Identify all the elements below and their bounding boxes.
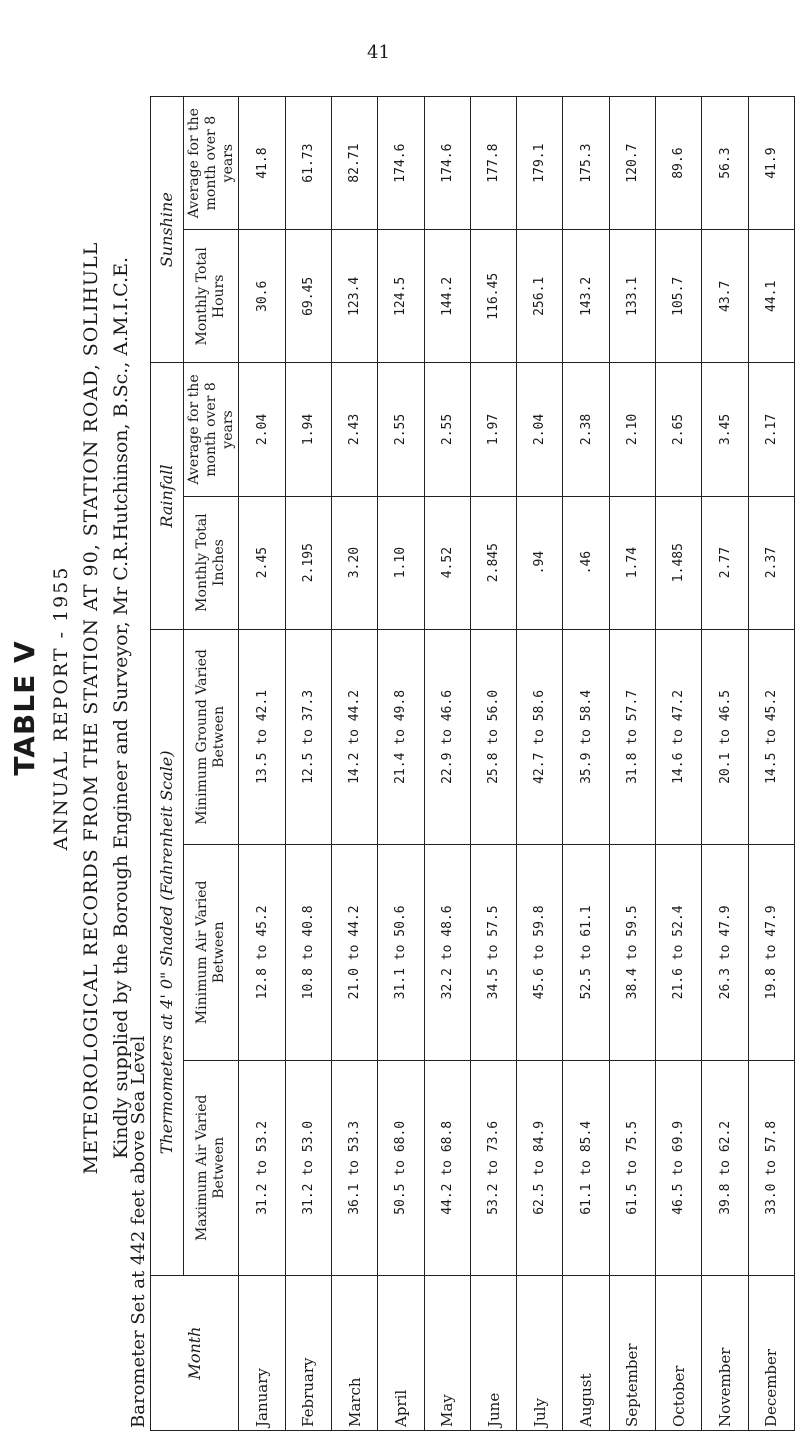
report-subtitle: METEOROLOGICAL RECORDS FROM THE STATION AT 90, STATION ROAD, SOLIHULL [80, 241, 102, 1175]
month-cell: September [609, 1276, 655, 1431]
table-row [563, 97, 609, 1431]
min-air-cell: 19.8 to 47.9 [748, 845, 794, 1060]
sun-monthly-cell: 256.1 [517, 230, 563, 363]
sun-monthly-header: Monthly Total Hours [184, 230, 239, 363]
month-cell: August [563, 1276, 609, 1431]
sunshine-header: Sunshine [151, 97, 184, 363]
sun-monthly-cell: 44.1 [748, 230, 794, 363]
rain-monthly-cell: 2.845 [470, 496, 516, 629]
rain-average-cell: 3.45 [702, 363, 748, 496]
month-cell: July [517, 1276, 563, 1431]
rain-monthly-cell: 2.45 [239, 496, 285, 629]
month-cell: June [470, 1276, 516, 1431]
table-row [656, 97, 702, 1431]
page-number: 41 [367, 42, 390, 64]
max-air-cell: 36.1 to 53.3 [331, 1060, 377, 1275]
min-ground-cell: 20.1 to 46.5 [702, 629, 748, 844]
min-air-header: Minimum Air Varied Between [184, 845, 239, 1060]
min-ground-cell: 22.9 to 46.6 [424, 629, 470, 844]
min-air-cell: 34.5 to 57.5 [470, 845, 516, 1060]
sun-average-cell: 174.6 [378, 97, 424, 230]
sun-monthly-cell: 30.6 [239, 230, 285, 363]
sun-average-cell: 61.73 [285, 97, 331, 230]
min-air-cell: 38.4 to 59.5 [609, 845, 655, 1060]
sun-average-cell: 177.8 [470, 97, 516, 230]
month-cell: November [702, 1276, 748, 1431]
min-air-cell: 45.6 to 59.8 [517, 845, 563, 1060]
table-row [517, 97, 563, 1431]
max-air-header: Maximum Air Varied Between [184, 1060, 239, 1275]
table-row [609, 97, 655, 1431]
max-air-cell: 39.8 to 62.2 [702, 1060, 748, 1275]
rain-monthly-cell: 2.77 [702, 496, 748, 629]
sun-average-cell: 174.6 [424, 97, 470, 230]
table-row [285, 97, 331, 1431]
rain-average-cell: 2.65 [656, 363, 702, 496]
rain-average-cell: 2.55 [424, 363, 470, 496]
min-ground-cell: 21.4 to 49.8 [378, 629, 424, 844]
rainfall-header: Rainfall [151, 363, 184, 629]
month-cell: December [748, 1276, 794, 1431]
sun-monthly-cell: 123.4 [331, 230, 377, 363]
rain-average-cell: 2.43 [331, 363, 377, 496]
max-air-cell: 62.5 to 84.9 [517, 1060, 563, 1275]
sun-average-header: Average for the month over 8 years [184, 97, 239, 230]
sun-monthly-cell: 43.7 [702, 230, 748, 363]
column-header-row [184, 97, 239, 1431]
rain-monthly-cell: .94 [517, 496, 563, 629]
month-cell: May [424, 1276, 470, 1431]
month-header: Month [151, 1276, 239, 1431]
table-row [331, 97, 377, 1431]
month-cell: October [656, 1276, 702, 1431]
min-ground-cell: 42.7 to 58.6 [517, 629, 563, 844]
sun-monthly-cell: 144.2 [424, 230, 470, 363]
table-row [424, 97, 470, 1431]
table-row [470, 97, 516, 1431]
sun-monthly-cell: 124.5 [378, 230, 424, 363]
month-cell: March [331, 1276, 377, 1431]
rain-monthly-cell: 2.195 [285, 496, 331, 629]
sun-monthly-cell: 69.45 [285, 230, 331, 363]
max-air-cell: 61.1 to 85.4 [563, 1060, 609, 1275]
rain-monthly-cell: 1.74 [609, 496, 655, 629]
month-cell: February [285, 1276, 331, 1431]
sun-average-cell: 41.9 [748, 97, 794, 230]
min-air-cell: 26.3 to 47.9 [702, 845, 748, 1060]
min-air-cell: 52.5 to 61.1 [563, 845, 609, 1060]
rain-average-cell: 2.10 [609, 363, 655, 496]
max-air-cell: 61.5 to 75.5 [609, 1060, 655, 1275]
rain-average-header: Average for the month over 8 years [184, 363, 239, 496]
sun-average-cell: 82.71 [331, 97, 377, 230]
min-ground-cell: 14.2 to 44.2 [331, 629, 377, 844]
min-ground-cell: 35.9 to 58.4 [563, 629, 609, 844]
rain-monthly-header: Monthly Total Inches [184, 496, 239, 629]
table-row [748, 97, 794, 1431]
table-label: TABLE V [8, 640, 41, 776]
month-cell: April [378, 1276, 424, 1431]
min-air-cell: 21.0 to 44.2 [331, 845, 377, 1060]
rain-average-cell: 1.94 [285, 363, 331, 496]
rain-monthly-cell: 3.20 [331, 496, 377, 629]
min-air-cell: 12.8 to 45.2 [239, 845, 285, 1060]
table-row [378, 97, 424, 1431]
sun-average-cell: 56.3 [702, 97, 748, 230]
barometer-note: Barometer Set at 442 feet above Sea Level [128, 1035, 149, 1428]
rain-average-cell: 1.97 [470, 363, 516, 496]
sun-average-cell: 179.1 [517, 97, 563, 230]
rain-monthly-cell: 1.485 [656, 496, 702, 629]
table-row [239, 97, 285, 1431]
sun-average-cell: 175.3 [563, 97, 609, 230]
rain-average-cell: 2.04 [517, 363, 563, 496]
min-ground-cell: 14.5 to 45.2 [748, 629, 794, 844]
rain-monthly-cell: 2.37 [748, 496, 794, 629]
sun-monthly-cell: 143.2 [563, 230, 609, 363]
min-ground-cell: 13.5 to 42.1 [239, 629, 285, 844]
sun-monthly-cell: 133.1 [609, 230, 655, 363]
max-air-cell: 46.5 to 69.9 [656, 1060, 702, 1275]
table-row [702, 97, 748, 1431]
max-air-cell: 31.2 to 53.0 [285, 1060, 331, 1275]
meteorological-table [150, 96, 795, 1431]
min-air-cell: 32.2 to 48.6 [424, 845, 470, 1060]
thermometers-header: Thermometers at 4' 0" Shaded (Fahrenheit Scale) [151, 629, 184, 1275]
rain-monthly-cell: .46 [563, 496, 609, 629]
rain-monthly-cell: 1.10 [378, 496, 424, 629]
max-air-cell: 31.2 to 53.2 [239, 1060, 285, 1275]
month-cell: January [239, 1276, 285, 1431]
rain-average-cell: 2.38 [563, 363, 609, 496]
max-air-cell: 53.2 to 73.6 [470, 1060, 516, 1275]
min-ground-header: Minimum Ground Varied Between [184, 629, 239, 844]
max-air-cell: 50.5 to 68.0 [378, 1060, 424, 1275]
min-ground-cell: 12.5 to 37.3 [285, 629, 331, 844]
sun-average-cell: 41.8 [239, 97, 285, 230]
min-ground-cell: 31.8 to 57.7 [609, 629, 655, 844]
report-credit: Kindly supplied by the Borough Engineer and Surveyor, Mr C.R.Hutchinson, B.Sc., A.M.I.C.E. [110, 257, 132, 1159]
rain-monthly-cell: 4.52 [424, 496, 470, 629]
min-air-cell: 10.8 to 40.8 [285, 845, 331, 1060]
sun-average-cell: 89.6 [656, 97, 702, 230]
max-air-cell: 44.2 to 68.8 [424, 1060, 470, 1275]
rain-average-cell: 2.04 [239, 363, 285, 496]
sun-average-cell: 120.7 [609, 97, 655, 230]
report-title: ANNUAL REPORT - 1955 [50, 565, 72, 851]
group-header-row [151, 97, 184, 1431]
min-air-cell: 31.1 to 50.6 [378, 845, 424, 1060]
sun-monthly-cell: 116.45 [470, 230, 516, 363]
meteorological-table-container [150, 96, 795, 1431]
sun-monthly-cell: 105.7 [656, 230, 702, 363]
min-air-cell: 21.6 to 52.4 [656, 845, 702, 1060]
max-air-cell: 33.0 to 57.8 [748, 1060, 794, 1275]
rain-average-cell: 2.17 [748, 363, 794, 496]
min-ground-cell: 14.6 to 47.2 [656, 629, 702, 844]
rain-average-cell: 2.55 [378, 363, 424, 496]
min-ground-cell: 25.8 to 56.0 [470, 629, 516, 844]
